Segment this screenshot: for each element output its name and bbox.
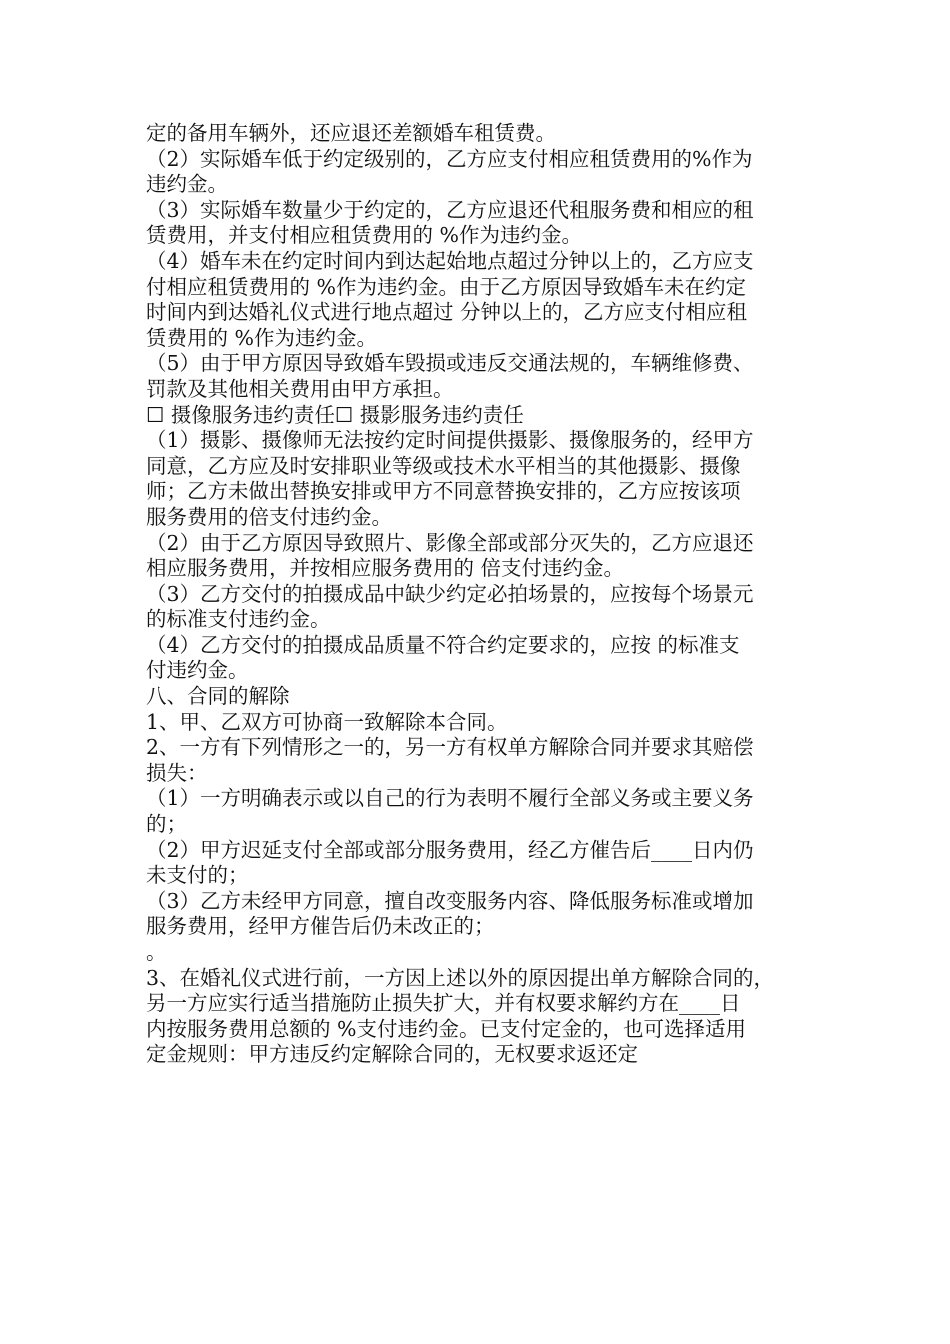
text-line: 定金规则：甲方违反约定解除合同的，无权要求返还定: [146, 1042, 638, 1067]
text-line: 相应服务费用，并按相应服务费用的 倍支付违约金。: [146, 556, 625, 581]
text-line: 内按服务费用总额的 %支付违约金。已支付定金的，也可选择适用: [146, 1016, 746, 1041]
text-line: 服务费用的倍支付违约金。: [146, 504, 392, 529]
text-line: 3、在婚礼仪式进行前，一方因上述以外的原因提出单方解除合同的，: [146, 965, 775, 990]
text-line: （1）一方明确表示或以自己的行为表明不履行全部义务或主要义务: [146, 786, 754, 811]
text-line: 服务费用，经甲方催告后仍未改正的；: [146, 914, 495, 939]
text-line: 2、一方有下列情形之一的，另一方有权单方解除合同并要求其赔偿: [146, 735, 754, 760]
text-line: 付相应租赁费用的 %作为违约金。由于乙方原因导致婚车未在约定: [146, 274, 746, 299]
text-line: （4）乙方交付的拍摄成品质量不符合约定要求的，应按 的标准支: [146, 632, 740, 657]
text-line: 付违约金。: [146, 658, 249, 683]
text-line: （2）由于乙方原因导致照片、影像全部或部分灭失的，乙方应退还: [146, 530, 754, 555]
text-line: 时间内到达婚礼仪式进行地点超过 分钟以上的，乙方应支付相应租: [146, 300, 748, 325]
text-line: 罚款及其他相关费用由甲方承担。: [146, 376, 454, 401]
document-page: [146, 121, 826, 1068]
text-line: 的；: [146, 812, 187, 837]
text-line: （3）乙方未经甲方同意，擅自改变服务内容、降低服务标准或增加: [146, 888, 754, 913]
text-line: 。: [146, 940, 167, 964]
text-line: （2）实际婚车低于约定级别的，乙方应支付相应租赁费用的%作为: [146, 146, 753, 171]
text-line: 违约金。: [146, 172, 228, 197]
text-line: 未支付的；: [146, 863, 249, 888]
text-line: 同意，乙方应及时安排职业等级或技术水平相当的其他摄影、摄像: [146, 453, 741, 478]
text-line: 损失：: [146, 760, 208, 785]
text-line: 赁费用的 %作为违约金。: [146, 325, 377, 350]
text-line: 定的备用车辆外，还应退还差额婚车租赁费。: [146, 121, 556, 145]
checkbox-line: ☐ 摄像服务违约责任☐ 摄影服务违约责任: [146, 402, 524, 427]
text-line: （3）乙方交付的拍摄成品中缺少约定必拍场景的，应按每个场景元: [146, 581, 754, 606]
text-line: （1）摄影、摄像师无法按约定时间提供摄影、摄像服务的，经甲方: [146, 428, 754, 453]
text-line: （2）甲方迟延支付全部或部分服务费用，经乙方催告后____日内仍: [146, 837, 754, 862]
text-line: 另一方应实行适当措施防止损失扩大，并有权要求解约方在____日: [146, 991, 741, 1016]
text-line: 1、甲、乙双方可协商一致解除本合同。: [146, 709, 508, 734]
text-line: （5）由于甲方原因导致婚车毁损或违反交通法规的，车辆维修费、: [146, 351, 754, 376]
text-line: 赁费用，并支付相应租赁费用的 %作为违约金。: [146, 223, 582, 248]
text-line: 的标准支付违约金。: [146, 607, 331, 632]
text-line: （3）实际婚车数量少于约定的，乙方应退还代租服务费和相应的租: [146, 197, 754, 222]
text-line: （4）婚车未在约定时间内到达起始地点超过分钟以上的，乙方应支: [146, 248, 754, 273]
text-line: 师；乙方未做出替换安排或甲方不同意替换安排的，乙方应按该项: [146, 479, 741, 504]
section-heading: 八、合同的解除: [146, 684, 290, 709]
